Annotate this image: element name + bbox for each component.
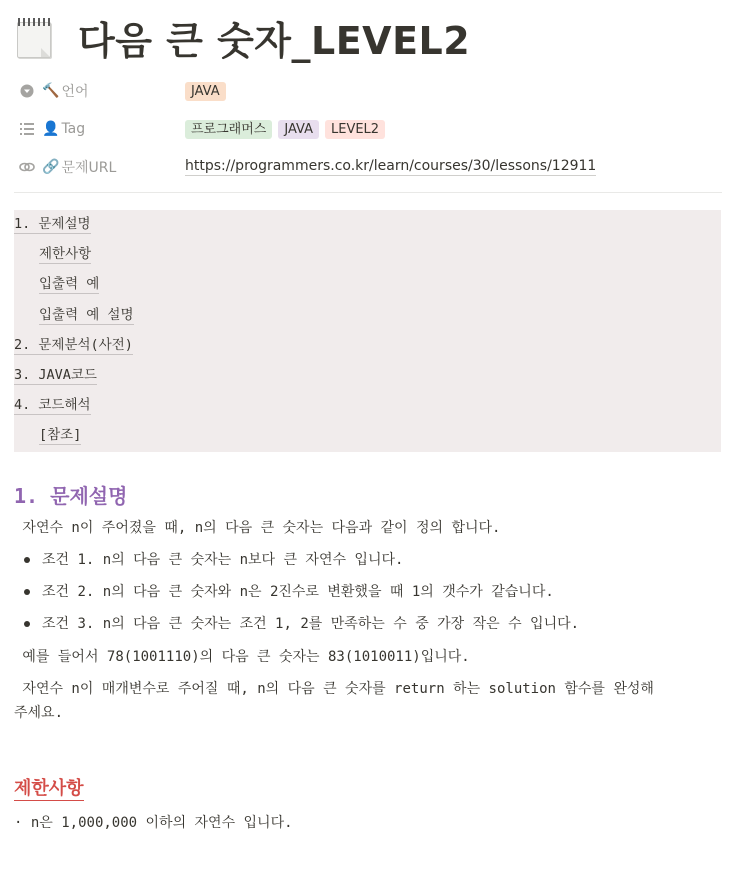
toc-item-io-explanation[interactable]: 입출력 예 설명	[39, 307, 134, 323]
property-label: 언어	[61, 84, 89, 100]
person-icon: 👤	[42, 121, 60, 137]
property-name-url[interactable]	[18, 157, 185, 177]
property-value-tag[interactable]	[185, 120, 385, 139]
property-tag[interactable]	[18, 110, 723, 148]
toc-item-code-explanation[interactable]: 4. 코드해석	[14, 397, 91, 413]
bullet-condition-3: 조건 3. n의 다음 큰 숫자는 조건 1, 2를 만족하는 수 중 가장 작은 수 입니다.	[42, 616, 580, 632]
property-name-language[interactable]	[18, 81, 185, 101]
toc-item-reference[interactable]: [참조]	[39, 427, 82, 443]
divider	[14, 192, 722, 193]
toc-item-java-code[interactable]: 3. JAVA코드	[14, 367, 97, 383]
list-icon	[18, 120, 36, 138]
property-value-url[interactable]	[185, 158, 596, 176]
property-label: 문제URL	[61, 160, 117, 176]
table-of-contents	[14, 210, 721, 452]
page-header	[14, 12, 470, 62]
property-value-language[interactable]	[185, 82, 226, 101]
bullet-condition-2: 조건 2. n의 다음 큰 숫자와 n은 2진수로 변환했을 때 1의 갯수가 같습니다.	[42, 584, 554, 600]
constraint-item: · n은 1,000,000 이하의 자연수 입니다.	[14, 815, 293, 831]
problem-url-link[interactable]: https://programmers.co.kr/learn/courses/30/lessons/12911	[185, 158, 597, 174]
tag-programmers[interactable]: 프로그래머스	[185, 120, 272, 139]
link-icon	[18, 158, 36, 176]
page-properties	[18, 72, 723, 186]
property-name-tag[interactable]	[18, 120, 185, 138]
hammer-icon: 🔨	[42, 83, 60, 99]
toc-item-problem-analysis[interactable]: 2. 문제분석(사전)	[14, 337, 133, 353]
toc-item-problem-description[interactable]: 1. 문제설명	[14, 216, 91, 232]
bullet-dot	[24, 557, 30, 563]
property-language[interactable]	[18, 72, 723, 110]
bullet-condition-1: 조건 1. n의 다음 큰 숫자는 n보다 큰 자연수 입니다.	[42, 552, 404, 568]
paragraph-intro: 자연수 n이 주어졌을 때, n의 다음 큰 숫자는 다음과 같이 정의 합니다.	[14, 520, 501, 536]
heading-constraints: 제한사항	[14, 778, 84, 799]
toc-item-constraints[interactable]: 제한사항	[39, 246, 92, 262]
heading-problem-description: 1. 문제설명	[14, 484, 128, 508]
paragraph-task-line1: 자연수 n이 매개변수로 주어질 때, n의 다음 큰 숫자를 return 하는 solution 함수를 완성해	[14, 681, 654, 697]
property-url[interactable]	[18, 148, 723, 186]
paragraph-example: 예를 들어서 78(1001110)의 다음 큰 숫자는 83(1010011)입니다.	[14, 649, 470, 665]
toc-item-io-example[interactable]: 입출력 예	[39, 276, 100, 292]
tag-java[interactable]: JAVA	[185, 82, 226, 101]
chain-icon: 🔗	[42, 159, 60, 175]
bullet-dot	[24, 589, 30, 595]
tag-level2[interactable]: LEVEL2	[325, 120, 385, 139]
page-title[interactable]: 다음 큰 숫자_LEVEL2	[78, 18, 471, 63]
paragraph-task-line2: 주세요.	[14, 705, 64, 721]
notepad-icon[interactable]	[14, 17, 52, 57]
tag-java[interactable]: JAVA	[278, 120, 319, 139]
select-icon	[18, 82, 36, 100]
property-label: Tag	[61, 121, 86, 137]
bullet-dot	[24, 621, 30, 627]
